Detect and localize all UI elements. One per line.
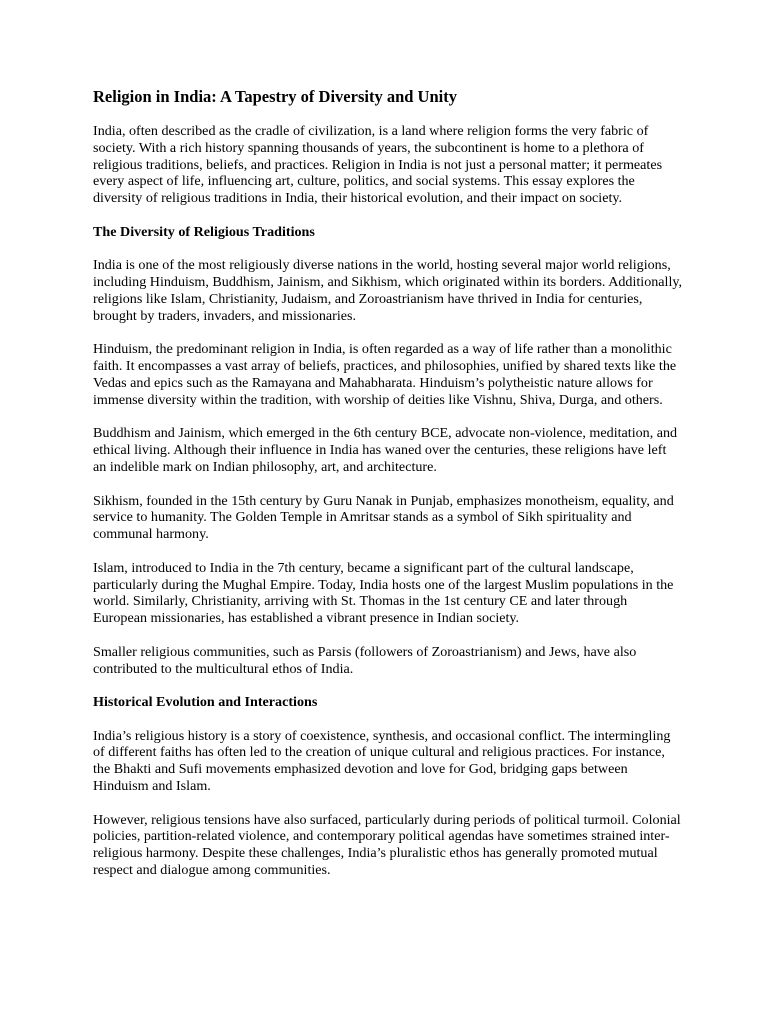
paragraph-tensions: However, religious tensions have also surfaced, particularly during periods of political turmoil. Colonial policies, partition-related violence, and contemporary political agendas have sometimes strained inter-religious harmony. Despite these challenges, India’s pluralistic ethos has generally promoted mutual respect and dialogue among communities. [93,811,681,879]
intro-paragraph: India, often described as the cradle of civilization, is a land where religion forms the very fabric of society. With a rich history spanning thousands of years, the subcontinent is home to a plethora of religious traditions, beliefs, and practices. Religion in India is not just a personal matter; it permeates every aspect of life, influencing art, culture, politics, and social systems. This essay explores the diversity of religious traditions in India, their historical evolution, and their impact on society. [93,123,663,207]
document-title: Religion in India: A Tapestry of Diversity and Unity [93,87,457,106]
paragraph-hinduism: Hinduism, the predominant religion in India, is often regarded as a way of life rather than a monolithic faith. It encompasses a vast array of beliefs, practices, and philosophies, unified by shared texts like the Vedas and epics such as the Ramayana and Mahabharata. Hinduism’s polytheistic nature allows for immense diversity within the tradition, with worship of deities like Vishnu, Shiva, Durga, and others. [93,341,677,408]
paragraph-smaller-communities: Smaller religious communities, such as Parsis (followers of Zoroastrianism) and Jews, have also contributed to the multicultural ethos of India. [93,643,637,677]
paragraph-buddhism-jainism: Buddhism and Jainism, which emerged in the 6th century BCE, advocate non-violence, meditation, and ethical living. Although their influence in India has waned over the centuries, these religions have left an indelible mark on Indian philosophy, art, and architecture. [93,425,678,475]
paragraph-diversity-overview: India is one of the most religiously diverse nations in the world, hosting several major world religions, including Hinduism, Buddhism, Jainism, and Sikhism, which originated within its borders. Additionally, religions like Islam, Christianity, Judaism, and Zoroastrianism have thrived in India for centuries, brought by traders, invaders, and missionaries. [93,257,683,324]
paragraph-coexistence: India’s religious history is a story of coexistence, synthesis, and occasional conflict. The intermingling of different faiths has often led to the creation of unique cultural and religious practices. For instance, the Bhakti and Sufi movements emphasized devotion and love for God, bridging gaps between Hinduism and Islam. [93,727,671,795]
paragraph-sikhism: Sikhism, founded in the 15th century by Guru Nanak in Punjab, emphasizes monotheism, equality, and service to humanity. The Golden Temple in Amritsar stands as a symbol of Sikh spirituality and communal harmony. [93,492,674,543]
paragraph-islam-christianity: Islam, introduced to India in the 7th century, became a significant part of the cultural landscape, particularly during the Mughal Empire. Today, India hosts one of the largest Muslim populations in the world. Similarly, Christianity, arriving with St. Thomas in the 1st century CE and later through European missionaries, has established a vibrant presence in Indian society. [93,559,674,627]
section-heading-history: Historical Evolution and Interactions [93,694,318,711]
section-heading-diversity: The Diversity of Religious Traditions [93,223,315,240]
document-page [93,86,683,896]
